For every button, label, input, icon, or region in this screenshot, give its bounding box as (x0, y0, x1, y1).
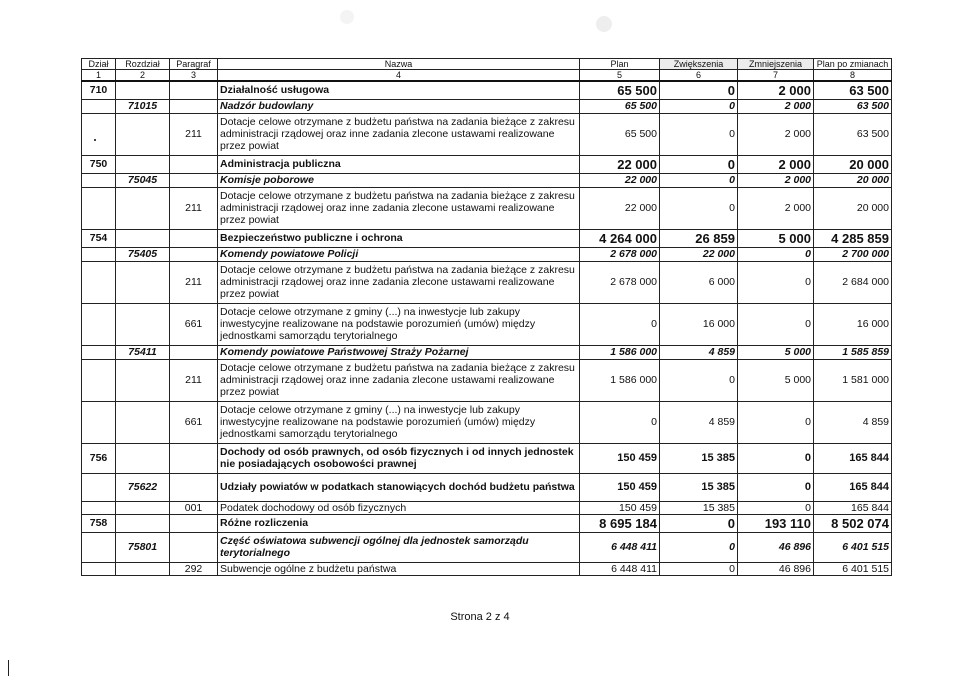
cell-paragraf (170, 247, 218, 261)
cell-rozdzial (116, 81, 170, 99)
cell-zwiekszenia: 0 (660, 173, 738, 187)
cell-zwiekszenia: 0 (660, 514, 738, 532)
column-number-row (82, 70, 892, 82)
table-row (82, 155, 892, 173)
cell-plan-po-zmianach: 165 844 (814, 473, 892, 501)
cell-dzial (82, 401, 116, 443)
cell-plan-po-zmianach: 4 859 (814, 401, 892, 443)
cell-plan: 6 448 411 (580, 562, 660, 575)
cell-rozdzial (116, 359, 170, 401)
cell-rozdzial (116, 187, 170, 229)
page-footer: Strona 2 z 4 (450, 611, 510, 623)
cell-paragraf: 661 (170, 303, 218, 345)
cell-paragraf: 661 (170, 401, 218, 443)
cell-nazwa: Administracja publiczna (218, 155, 580, 173)
cell-plan-po-zmianach: 4 285 859 (814, 229, 892, 247)
cell-dzial (82, 562, 116, 575)
cell-plan-po-zmianach: 1 581 000 (814, 359, 892, 401)
col-header-zwiekszenia: Zwiększenia (660, 59, 738, 70)
cell-dzial (82, 247, 116, 261)
cell-nazwa: Dotacje celowe otrzymane z budżetu państwa na zadania bieżące z zakresu administracji rządowej oraz inne zadania zlecone ustawami realizowane przez powiat (218, 359, 580, 401)
cell-plan: 2 678 000 (580, 261, 660, 303)
cell-zmniejszenia: 5 000 (738, 359, 814, 401)
cell-paragraf (170, 514, 218, 532)
scan-speck (596, 16, 612, 32)
cell-plan-po-zmianach: 165 844 (814, 443, 892, 473)
cell-plan-po-zmianach: 1 585 859 (814, 345, 892, 359)
table-row (82, 473, 892, 501)
cell-nazwa: Komisje poborowe (218, 173, 580, 187)
cell-zwiekszenia: 4 859 (660, 401, 738, 443)
cell-plan-po-zmianach: 2 700 000 (814, 247, 892, 261)
cell-dzial: 756 (82, 443, 116, 473)
cell-nazwa: Dotacje celowe otrzymane z budżetu państwa na zadania bieżące z zakresu administracji rządowej oraz inne zadania zlecone ustawami realizowane przez powiat (218, 261, 580, 303)
cell-plan-po-zmianach: 165 844 (814, 501, 892, 514)
cell-plan: 22 000 (580, 173, 660, 187)
cell-zmniejszenia: 2 000 (738, 173, 814, 187)
cell-plan-po-zmianach: 8 502 074 (814, 514, 892, 532)
cell-plan: 65 500 (580, 99, 660, 113)
cell-plan-po-zmianach: 20 000 (814, 173, 892, 187)
cell-plan-po-zmianach: 20 000 (814, 155, 892, 173)
cell-zwiekszenia: 15 385 (660, 501, 738, 514)
cell-rozdzial: 75045 (116, 173, 170, 187)
cell-paragraf (170, 345, 218, 359)
table-row (82, 345, 892, 359)
cell-zwiekszenia: 26 859 (660, 229, 738, 247)
table-row (82, 401, 892, 443)
cell-dzial (82, 113, 116, 155)
header-row (82, 59, 892, 70)
cell-rozdzial: 75622 (116, 473, 170, 501)
cell-paragraf: 211 (170, 113, 218, 155)
cell-plan-po-zmianach: 63 500 (814, 113, 892, 155)
col-header-plan-po-zmianach: Plan po zmianach (814, 59, 892, 70)
cell-plan: 65 500 (580, 81, 660, 99)
cell-nazwa: Różne rozliczenia (218, 514, 580, 532)
col-number: 8 (814, 70, 892, 82)
table-row (82, 501, 892, 514)
cell-paragraf: 211 (170, 359, 218, 401)
cell-nazwa: Podatek dochodowy od osób fizycznych (218, 501, 580, 514)
cell-zwiekszenia: 0 (660, 359, 738, 401)
table-row (82, 443, 892, 473)
cell-nazwa: Komendy powiatowe Państwowej Straży Pożarnej (218, 345, 580, 359)
cell-rozdzial (116, 303, 170, 345)
cell-zwiekszenia: 0 (660, 562, 738, 575)
col-header-rozdzial: Rozdział (116, 59, 170, 70)
cell-paragraf: 211 (170, 187, 218, 229)
cell-nazwa: Dotacje celowe otrzymane z gminy (...) na inwestycje lub zakupy inwestycyjne realizowane na podstawie porozumień (umów) między jednostkami samorządu terytorialnego (218, 303, 580, 345)
table-row (82, 562, 892, 575)
budget-table (81, 58, 892, 576)
cell-zwiekszenia: 0 (660, 532, 738, 562)
cell-zwiekszenia: 0 (660, 113, 738, 155)
cell-zwiekszenia: 15 385 (660, 443, 738, 473)
cell-zwiekszenia: 0 (660, 99, 738, 113)
cell-plan-po-zmianach: 16 000 (814, 303, 892, 345)
cell-zmniejszenia: 2 000 (738, 81, 814, 99)
col-header-dzial: Dział (82, 59, 116, 70)
table-row (82, 303, 892, 345)
scan-speck (340, 10, 354, 24)
cell-zmniejszenia: 0 (738, 501, 814, 514)
cell-zmniejszenia: 46 896 (738, 532, 814, 562)
cell-zwiekszenia: 15 385 (660, 473, 738, 501)
cell-rozdzial (116, 229, 170, 247)
cell-nazwa: Komendy powiatowe Policji (218, 247, 580, 261)
cell-plan-po-zmianach: 20 000 (814, 187, 892, 229)
col-number: 4 (218, 70, 580, 82)
table-row (82, 113, 892, 155)
cell-plan: 2 678 000 (580, 247, 660, 261)
cell-zwiekszenia: 16 000 (660, 303, 738, 345)
cell-rozdzial (116, 514, 170, 532)
cell-zmniejszenia: 0 (738, 303, 814, 345)
col-header-zmniejszenia: Zmniejszenia (738, 59, 814, 70)
cell-paragraf (170, 532, 218, 562)
col-header-nazwa: Nazwa (218, 59, 580, 70)
cell-plan-po-zmianach: 2 684 000 (814, 261, 892, 303)
cell-zwiekszenia: 22 000 (660, 247, 738, 261)
cell-dzial (82, 99, 116, 113)
cell-zmniejszenia: 0 (738, 247, 814, 261)
table-row (82, 247, 892, 261)
cell-paragraf (170, 229, 218, 247)
col-header-paragraf: Paragraf (170, 59, 218, 70)
cell-zmniejszenia: 5 000 (738, 345, 814, 359)
cell-rozdzial (116, 113, 170, 155)
cell-rozdzial: 75801 (116, 532, 170, 562)
cell-zmniejszenia: 2 000 (738, 155, 814, 173)
cell-plan: 0 (580, 303, 660, 345)
cell-rozdzial: 75405 (116, 247, 170, 261)
col-number: 2 (116, 70, 170, 82)
cell-dzial: 758 (82, 514, 116, 532)
cell-dzial (82, 501, 116, 514)
cell-zwiekszenia: 0 (660, 155, 738, 173)
cell-zwiekszenia: 4 859 (660, 345, 738, 359)
cell-zmniejszenia: 5 000 (738, 229, 814, 247)
cell-paragraf (170, 99, 218, 113)
cell-zmniejszenia: 0 (738, 401, 814, 443)
cell-paragraf (170, 173, 218, 187)
cell-rozdzial (116, 443, 170, 473)
col-number: 5 (580, 70, 660, 82)
cell-dzial (82, 532, 116, 562)
cell-zwiekszenia: 0 (660, 81, 738, 99)
cell-rozdzial (116, 562, 170, 575)
cell-rozdzial: 75411 (116, 345, 170, 359)
cell-plan: 150 459 (580, 501, 660, 514)
cell-dzial (82, 473, 116, 501)
cell-rozdzial (116, 155, 170, 173)
cell-paragraf (170, 155, 218, 173)
cell-zmniejszenia: 0 (738, 473, 814, 501)
cell-zwiekszenia: 6 000 (660, 261, 738, 303)
cell-nazwa: Część oświatowa subwencji ogólnej dla jednostek samorządu terytorialnego (218, 532, 580, 562)
table-row (82, 514, 892, 532)
cell-nazwa: Dotacje celowe otrzymane z budżetu państwa na zadania bieżące z zakresu administracji rządowej oraz inne zadania zlecone ustawami realizowane przez powiat (218, 187, 580, 229)
col-number: 3 (170, 70, 218, 82)
cell-plan: 1 586 000 (580, 359, 660, 401)
scan-mark (8, 660, 9, 676)
col-header-plan: Plan (580, 59, 660, 70)
cell-plan: 150 459 (580, 473, 660, 501)
table-row (82, 173, 892, 187)
cell-plan: 1 586 000 (580, 345, 660, 359)
cell-zmniejszenia: 0 (738, 261, 814, 303)
cell-plan: 4 264 000 (580, 229, 660, 247)
col-number: 6 (660, 70, 738, 82)
cell-plan-po-zmianach: 63 500 (814, 81, 892, 99)
cell-paragraf: 211 (170, 261, 218, 303)
cell-plan: 22 000 (580, 187, 660, 229)
col-number: 7 (738, 70, 814, 82)
cell-paragraf (170, 473, 218, 501)
cell-nazwa: Udziały powiatów w podatkach stanowiących dochód budżetu państwa (218, 473, 580, 501)
table-row (82, 187, 892, 229)
cell-plan-po-zmianach: 6 401 515 (814, 532, 892, 562)
cell-nazwa: Dotacje celowe otrzymane z budżetu państwa na zadania bieżące z zakresu administracji rządowej oraz inne zadania zlecone ustawami realizowane przez powiat (218, 113, 580, 155)
cell-zmniejszenia: 0 (738, 443, 814, 473)
cell-plan: 65 500 (580, 113, 660, 155)
cell-nazwa: Działalność usługowa (218, 81, 580, 99)
cell-dzial: 710 (82, 81, 116, 99)
cell-dzial (82, 173, 116, 187)
table-row (82, 81, 892, 99)
cell-plan: 0 (580, 401, 660, 443)
cell-paragraf: 001 (170, 501, 218, 514)
cell-paragraf (170, 81, 218, 99)
cell-paragraf (170, 443, 218, 473)
cell-rozdzial (116, 501, 170, 514)
cell-nazwa: Dotacje celowe otrzymane z gminy (...) na inwestycje lub zakupy inwestycyjne realizowane na podstawie porozumień (umów) między jednostkami samorządu terytorialnego (218, 401, 580, 443)
cell-nazwa: Nadzór budowlany (218, 99, 580, 113)
cell-plan: 22 000 (580, 155, 660, 173)
table-row (82, 359, 892, 401)
cell-dzial (82, 261, 116, 303)
table-row (82, 261, 892, 303)
cell-dzial: 750 (82, 155, 116, 173)
cell-paragraf: 292 (170, 562, 218, 575)
cell-nazwa: Bezpieczeństwo publiczne i ochrona (218, 229, 580, 247)
cell-dzial (82, 359, 116, 401)
cell-rozdzial (116, 261, 170, 303)
table-row (82, 99, 892, 113)
cell-nazwa: Subwencje ogólne z budżetu państwa (218, 562, 580, 575)
cell-zmniejszenia: 193 110 (738, 514, 814, 532)
cell-dzial (82, 303, 116, 345)
cell-rozdzial: 71015 (116, 99, 170, 113)
cell-dzial (82, 345, 116, 359)
cell-plan-po-zmianach: 6 401 515 (814, 562, 892, 575)
cell-zwiekszenia: 0 (660, 187, 738, 229)
cell-zmniejszenia: 2 000 (738, 187, 814, 229)
cell-rozdzial (116, 401, 170, 443)
cell-plan: 150 459 (580, 443, 660, 473)
table-row (82, 229, 892, 247)
table-row (82, 532, 892, 562)
col-number: 1 (82, 70, 116, 82)
cell-nazwa: Dochody od osób prawnych, od osób fizycznych i od innych jednostek nie posiadających osobowości prawnej (218, 443, 580, 473)
cell-dzial (82, 187, 116, 229)
cell-dzial: 754 (82, 229, 116, 247)
cell-plan: 8 695 184 (580, 514, 660, 532)
cell-plan-po-zmianach: 63 500 (814, 99, 892, 113)
cell-zmniejszenia: 2 000 (738, 99, 814, 113)
cell-zmniejszenia: 2 000 (738, 113, 814, 155)
cell-zmniejszenia: 46 896 (738, 562, 814, 575)
cell-plan: 6 448 411 (580, 532, 660, 562)
